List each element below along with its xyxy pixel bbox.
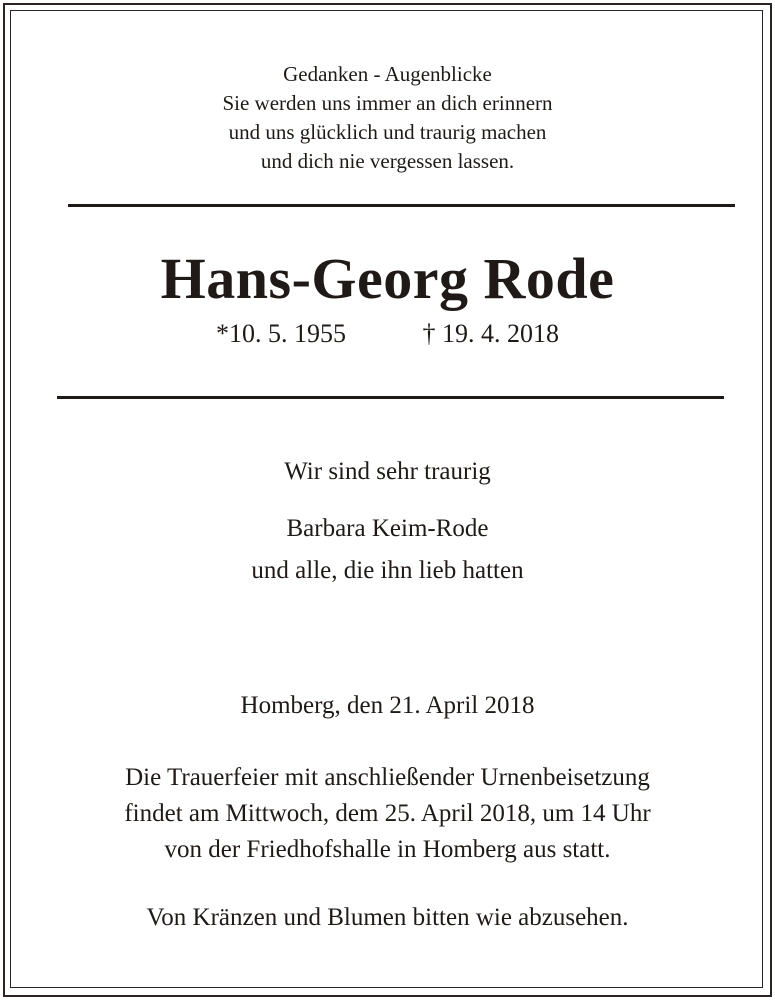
- verse-line-1: Gedanken - Augenblicke: [283, 62, 492, 86]
- divider-top: [68, 204, 735, 207]
- mourner-name-2: und alle, die ihn lieb hatten: [251, 557, 524, 584]
- mourner-name-1: Barbara Keim-Rode: [286, 515, 489, 542]
- verse-line-3: und uns glücklich und traurig machen: [228, 120, 547, 144]
- death-date: † 19. 4. 2018: [422, 319, 559, 348]
- mourners-names: [0, 508, 775, 592]
- life-dates: [0, 316, 775, 352]
- verse-line-4: und dich nie vergessen lassen.: [260, 149, 515, 173]
- mourning-statement: Wir sind sehr traurig: [284, 458, 491, 485]
- birth-date: *10. 5. 1955: [216, 319, 346, 348]
- ceremony-line-3: von der Friedhofshalle in Homberg aus statt.: [164, 836, 611, 863]
- verse-line-2: Sie werden uns immer an dich erinnern: [222, 91, 553, 115]
- ceremony-line-2: findet am Mittwoch, dem 25. April 2018, um 14 Uhr: [124, 800, 651, 827]
- ceremony-line-1: Die Trauerfeier mit anschließender Urnenbeisetzung: [125, 764, 650, 791]
- memorial-verse: [0, 60, 775, 176]
- flowers-note: Von Kränzen und Blumen bitten wie abzusehen.: [146, 904, 629, 931]
- deceased-name: Hans-Georg Rode: [160, 246, 615, 311]
- divider-bottom: [57, 396, 724, 399]
- ceremony-info: [0, 760, 775, 868]
- place-and-date: Homberg, den 21. April 2018: [240, 692, 535, 719]
